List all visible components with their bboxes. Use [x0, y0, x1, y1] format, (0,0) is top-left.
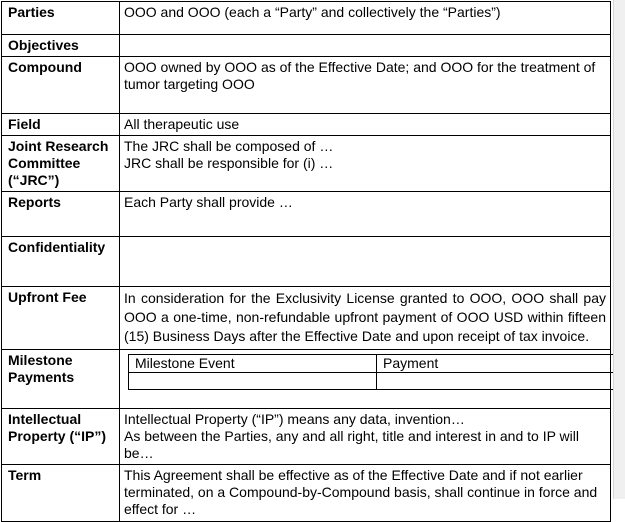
table-row [2, 35, 611, 57]
table-row [2, 2, 611, 35]
column-header: Milestone Event [129, 355, 377, 373]
row-content-intellectual-property [120, 409, 611, 465]
row-label-confidentiality: Confidentiality [2, 237, 120, 287]
table-row [2, 287, 611, 350]
table-header-row [129, 355, 617, 373]
row-label-compound: Compound [2, 57, 120, 114]
row-label-term: Term [2, 465, 120, 522]
row-label-intellectual-property: Intellectual Property (“IP”) [2, 409, 120, 465]
table-row [2, 192, 611, 237]
text-line: Each Party shall provide … [124, 194, 293, 210]
row-content-parties [120, 2, 611, 35]
table-row [2, 350, 611, 409]
table-row [2, 237, 611, 287]
row-content-objectives [120, 35, 611, 57]
term-sheet-table [1, 1, 611, 522]
row-content-upfront-fee [120, 287, 611, 350]
text-line: JRC shall be responsible for (i) … [124, 155, 334, 171]
row-label-objectives: Objectives [2, 35, 120, 57]
text-line: OOO owned by OOO as of the Effective Date; and OOO for the treatment of tumor targeting OOO [124, 59, 596, 92]
text-line: In consideration for the Exclusivity License granted to OOO, OOO shall pay OOO a one-time, non-refundable upfront payment of OOO USD within fifteen (15) Business Days after the Effective Date and upon receipt of tax invoice. [124, 290, 606, 344]
row-content-jrc [120, 136, 611, 192]
row-content-milestone-payments [120, 350, 611, 409]
row-label-jrc: Joint Research Committee (“JRC”) [2, 136, 120, 192]
table-row [2, 465, 611, 522]
text-line: The JRC shall be composed of … [124, 138, 334, 154]
table-row [2, 409, 611, 465]
table-row [129, 373, 617, 390]
text-line: Intellectual Property (“IP”) means any data, invention… [124, 411, 465, 427]
text-line: All therapeutic use [124, 116, 240, 132]
text-line: OOO and OOO (each a “Party” and collectively the “Parties”) [124, 4, 501, 20]
text-line: This Agreement shall be effective as of the Effective Date and if not earlier terminated, on a Compound-by-Compound basis, shall continue in force and effect for … [124, 467, 598, 517]
table-row [2, 136, 611, 192]
row-label-milestone-payments: Milestone Payments [2, 350, 120, 409]
row-content-reports [120, 192, 611, 237]
column-header: Payment [377, 355, 617, 373]
vertical-scrollbar[interactable] [613, 0, 625, 499]
table-cell [377, 373, 617, 390]
table-row [2, 57, 611, 114]
table-row [2, 114, 611, 136]
row-label-reports: Reports [2, 192, 120, 237]
milestone-table [128, 354, 617, 390]
row-label-upfront-fee: Upfront Fee [2, 287, 120, 350]
text-line: As between the Parties, any and all right, title and interest in and to IP will be… [124, 428, 579, 461]
row-content-confidentiality [120, 237, 611, 287]
row-content-field [120, 114, 611, 136]
table-cell [129, 373, 377, 390]
row-label-parties: Parties [2, 2, 120, 35]
row-label-field: Field [2, 114, 120, 136]
row-content-term [120, 465, 611, 522]
row-content-compound [120, 57, 611, 114]
